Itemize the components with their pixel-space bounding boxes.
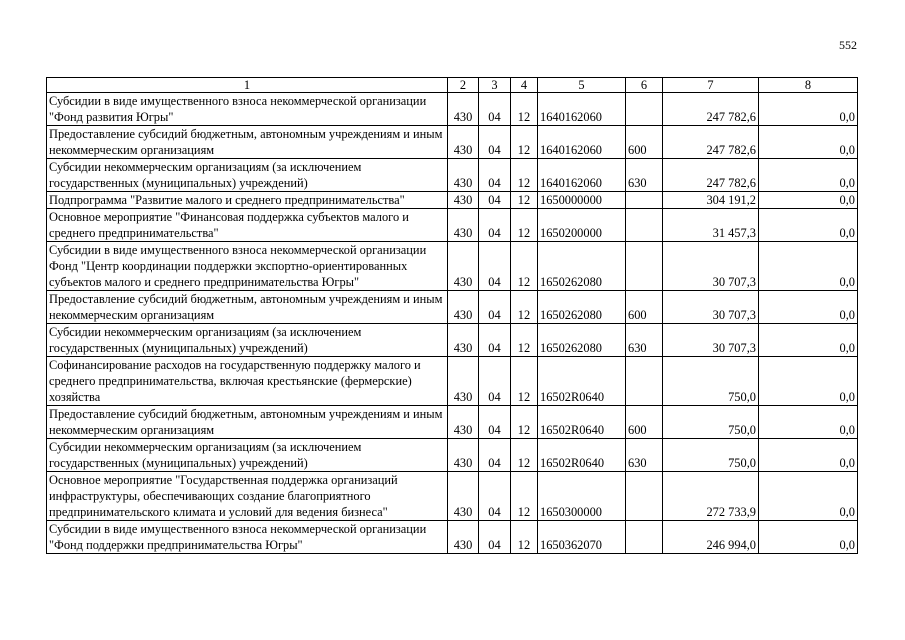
row-vr [626, 357, 663, 406]
row-gr: 430 [448, 93, 479, 126]
row-value-8: 0,0 [759, 521, 858, 554]
table-row [47, 472, 858, 521]
row-gr: 430 [448, 472, 479, 521]
row-pr: 12 [511, 126, 538, 159]
row-cs: 16502R0640 [538, 357, 626, 406]
row-vr: 600 [626, 406, 663, 439]
row-cs: 16502R0640 [538, 439, 626, 472]
row-value-7: 30 707,3 [663, 242, 759, 291]
row-value-7: 272 733,9 [663, 472, 759, 521]
row-vr [626, 93, 663, 126]
table-row [47, 439, 858, 472]
row-name: Субсидии некоммерческим организациям (за исключением государственных (муниципальных) учреждений) [47, 324, 448, 357]
row-value-7: 750,0 [663, 439, 759, 472]
table-row [47, 406, 858, 439]
col-header-1: 1 [47, 78, 448, 93]
row-rz: 04 [479, 291, 511, 324]
row-cs: 1640162060 [538, 159, 626, 192]
row-vr [626, 472, 663, 521]
row-value-7: 247 782,6 [663, 93, 759, 126]
row-pr: 12 [511, 439, 538, 472]
row-vr [626, 209, 663, 242]
row-value-8: 0,0 [759, 209, 858, 242]
row-cs: 1650362070 [538, 521, 626, 554]
row-vr: 600 [626, 126, 663, 159]
row-gr: 430 [448, 159, 479, 192]
col-header-7: 7 [663, 78, 759, 93]
table-row [47, 357, 858, 406]
row-gr: 430 [448, 439, 479, 472]
row-value-8: 0,0 [759, 93, 858, 126]
row-gr: 430 [448, 324, 479, 357]
row-name: Субсидии некоммерческим организациям (за исключением государственных (муниципальных) учреждений) [47, 439, 448, 472]
row-value-8: 0,0 [759, 406, 858, 439]
row-rz: 04 [479, 521, 511, 554]
row-pr: 12 [511, 93, 538, 126]
row-gr: 430 [448, 192, 479, 209]
row-value-7: 247 782,6 [663, 159, 759, 192]
row-cs: 1650262080 [538, 324, 626, 357]
row-rz: 04 [479, 159, 511, 192]
table-row [47, 93, 858, 126]
row-pr: 12 [511, 291, 538, 324]
header-row [47, 78, 858, 93]
col-header-6: 6 [626, 78, 663, 93]
col-header-8: 8 [759, 78, 858, 93]
row-name: Основное мероприятие "Государственная поддержка организаций инфраструктуры, обеспечивающих создание благоприятного предпринимательского климата и условий для ведения бизнеса" [47, 472, 448, 521]
row-value-8: 0,0 [759, 357, 858, 406]
row-vr: 630 [626, 324, 663, 357]
row-name: Предоставление субсидий бюджетным, автономным учреждениям и иным некоммерческим организациям [47, 406, 448, 439]
row-cs: 1650000000 [538, 192, 626, 209]
table-row [47, 126, 858, 159]
row-value-8: 0,0 [759, 291, 858, 324]
row-rz: 04 [479, 192, 511, 209]
row-rz: 04 [479, 242, 511, 291]
row-value-7: 750,0 [663, 406, 759, 439]
row-vr [626, 242, 663, 291]
table-row [47, 521, 858, 554]
col-header-5: 5 [538, 78, 626, 93]
row-value-7: 304 191,2 [663, 192, 759, 209]
row-pr: 12 [511, 357, 538, 406]
row-value-8: 0,0 [759, 159, 858, 192]
row-rz: 04 [479, 406, 511, 439]
row-pr: 12 [511, 472, 538, 521]
row-value-8: 0,0 [759, 192, 858, 209]
row-rz: 04 [479, 126, 511, 159]
table-row [47, 242, 858, 291]
table-row [47, 291, 858, 324]
row-gr: 430 [448, 126, 479, 159]
row-pr: 12 [511, 406, 538, 439]
row-pr: 12 [511, 324, 538, 357]
row-pr: 12 [511, 192, 538, 209]
row-rz: 04 [479, 472, 511, 521]
table-row [47, 159, 858, 192]
row-cs: 1640162060 [538, 126, 626, 159]
row-name: Субсидии в виде имущественного взноса некоммерческой организации "Фонд поддержки предпринимательства Югры" [47, 521, 448, 554]
page-number: 552 [839, 38, 857, 52]
row-name: Предоставление субсидий бюджетным, автономным учреждениям и иным некоммерческим организациям [47, 126, 448, 159]
row-name: Основное мероприятие "Финансовая поддержка субъектов малого и среднего предпринимательства" [47, 209, 448, 242]
row-name: Субсидии в виде имущественного взноса некоммерческой организации "Фонд развития Югры" [47, 93, 448, 126]
row-vr: 600 [626, 291, 663, 324]
row-gr: 430 [448, 291, 479, 324]
row-pr: 12 [511, 521, 538, 554]
row-name: Софинансирование расходов на государственную поддержку малого и среднего предпринимательства, включая крестьянские (фермерские) хозяйства [47, 357, 448, 406]
row-name: Субсидии некоммерческим организациям (за исключением государственных (муниципальных) учреждений) [47, 159, 448, 192]
row-pr: 12 [511, 209, 538, 242]
col-header-2: 2 [448, 78, 479, 93]
col-header-3: 3 [479, 78, 511, 93]
row-value-7: 30 707,3 [663, 324, 759, 357]
row-cs: 16502R0640 [538, 406, 626, 439]
table-row [47, 192, 858, 209]
row-cs: 1650262080 [538, 291, 626, 324]
row-cs: 1650300000 [538, 472, 626, 521]
row-value-8: 0,0 [759, 126, 858, 159]
row-gr: 430 [448, 357, 479, 406]
row-value-8: 0,0 [759, 472, 858, 521]
row-value-8: 0,0 [759, 324, 858, 357]
row-gr: 430 [448, 521, 479, 554]
row-value-8: 0,0 [759, 242, 858, 291]
row-cs: 1650200000 [538, 209, 626, 242]
row-vr: 630 [626, 159, 663, 192]
row-name: Субсидии в виде имущественного взноса некоммерческой организации Фонд "Центр координации поддержки экспортно-ориентированных субъектов малого и среднего предпринимательства Югры" [47, 242, 448, 291]
row-vr [626, 521, 663, 554]
budget-table [46, 77, 858, 554]
row-value-8: 0,0 [759, 439, 858, 472]
row-gr: 430 [448, 406, 479, 439]
row-rz: 04 [479, 93, 511, 126]
row-cs: 1650262080 [538, 242, 626, 291]
row-pr: 12 [511, 242, 538, 291]
row-value-7: 30 707,3 [663, 291, 759, 324]
row-rz: 04 [479, 357, 511, 406]
row-name: Предоставление субсидий бюджетным, автономным учреждениям и иным некоммерческим организациям [47, 291, 448, 324]
row-value-7: 31 457,3 [663, 209, 759, 242]
row-value-7: 750,0 [663, 357, 759, 406]
row-rz: 04 [479, 209, 511, 242]
row-rz: 04 [479, 439, 511, 472]
row-vr [626, 192, 663, 209]
row-gr: 430 [448, 209, 479, 242]
table-row [47, 324, 858, 357]
row-pr: 12 [511, 159, 538, 192]
row-name: Подпрограмма "Развитие малого и среднего предпринимательства" [47, 192, 448, 209]
row-vr: 630 [626, 439, 663, 472]
row-cs: 1640162060 [538, 93, 626, 126]
row-value-7: 247 782,6 [663, 126, 759, 159]
row-rz: 04 [479, 324, 511, 357]
row-value-7: 246 994,0 [663, 521, 759, 554]
row-gr: 430 [448, 242, 479, 291]
col-header-4: 4 [511, 78, 538, 93]
table-row [47, 209, 858, 242]
